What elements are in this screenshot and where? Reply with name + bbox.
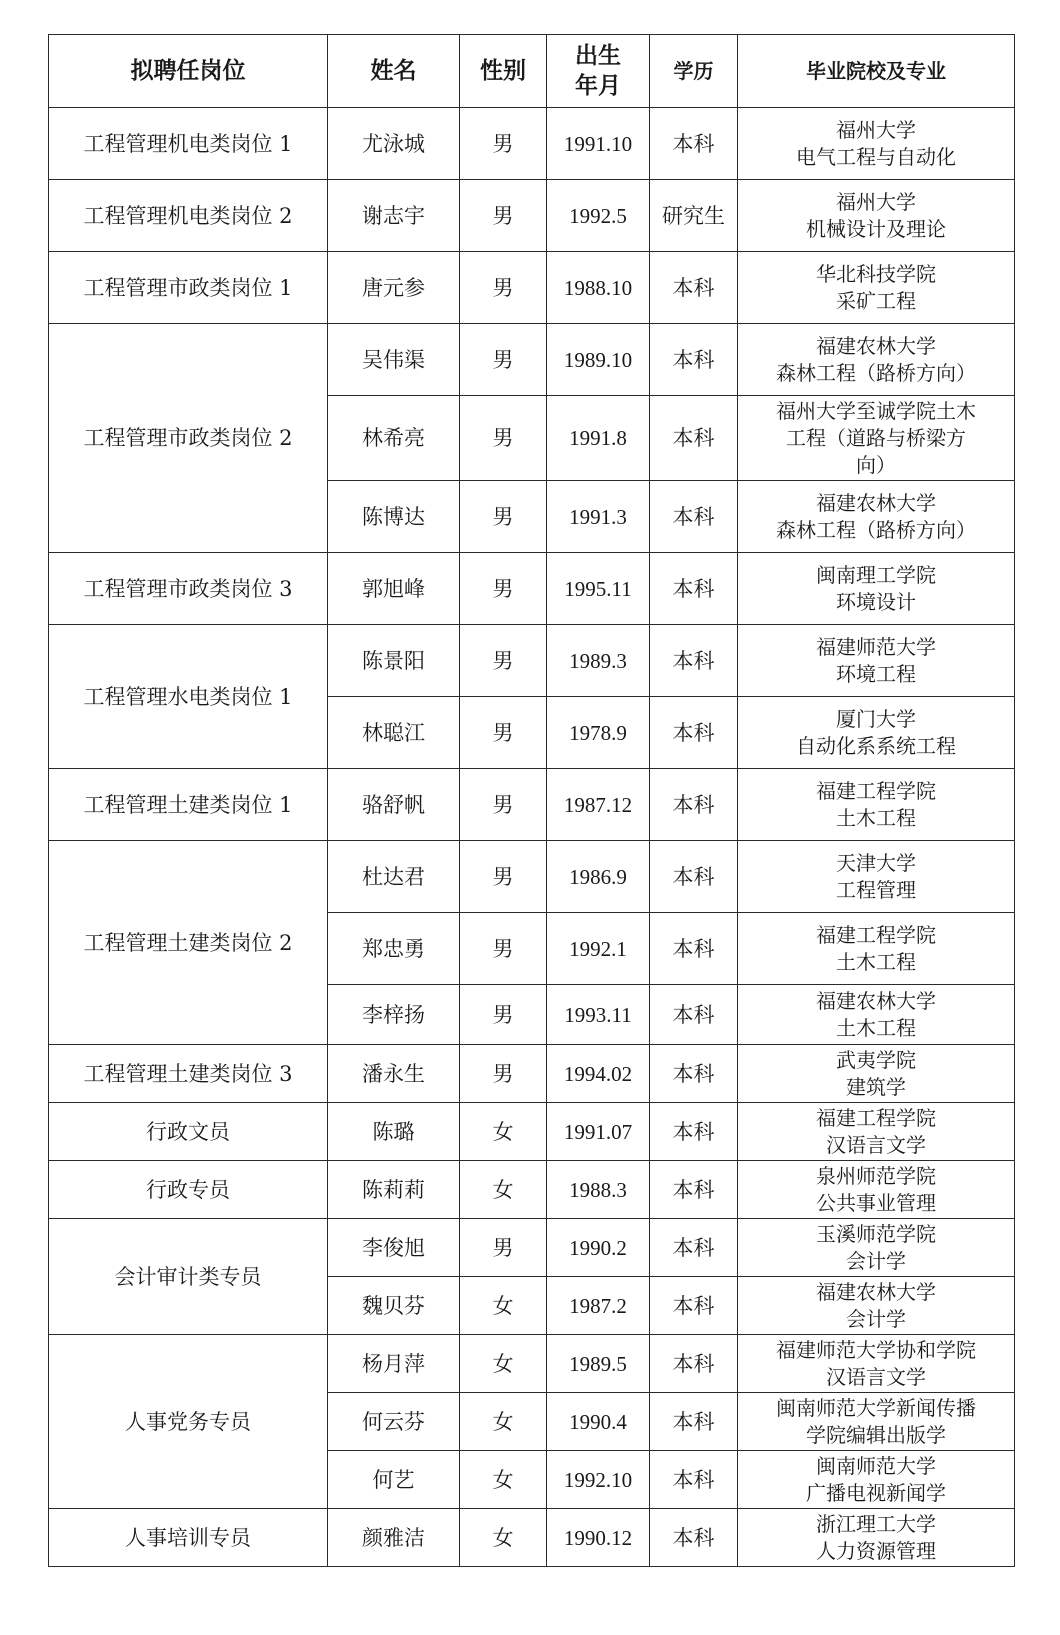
school-cell: [738, 1509, 1015, 1567]
education-cell: 本科: [650, 625, 738, 697]
education-cell: 本科: [650, 913, 738, 985]
school-cell: [738, 1219, 1015, 1277]
school-line: 会计学: [846, 1248, 906, 1273]
gender-cell: 男: [460, 553, 547, 625]
gender-cell: 男: [460, 396, 547, 481]
table-row: [49, 1103, 1015, 1161]
position-cell: 会计审计类专员: [49, 1219, 328, 1335]
header-name: 姓名: [328, 35, 460, 108]
position-cell: 工程管理市政类岗位 3: [49, 553, 328, 625]
school-line: 福建农林大学: [816, 1279, 936, 1304]
school-line: 汉语言文学: [826, 1132, 926, 1157]
header-gender: 性别: [460, 35, 547, 108]
name-cell: 何云芬: [328, 1393, 460, 1451]
birth-cell: 1989.3: [547, 625, 650, 697]
education-cell: 本科: [650, 697, 738, 769]
birth-cell: 1991.07: [547, 1103, 650, 1161]
school-cell: [738, 913, 1015, 985]
school-line: 闽南师范大学: [816, 1453, 936, 1478]
school-line: 建筑学: [846, 1074, 906, 1099]
school-line: 土木工程: [836, 805, 916, 830]
position-cell: 工程管理市政类岗位 1: [49, 252, 328, 324]
school-cell: [738, 1161, 1015, 1219]
school-cell: [738, 769, 1015, 841]
header-position: 拟聘任岗位: [49, 35, 328, 108]
school-line: 福建工程学院: [816, 922, 936, 947]
birth-cell: 1990.12: [547, 1509, 650, 1567]
school-line: 福建工程学院: [816, 778, 936, 803]
header-education: 学历: [650, 35, 738, 108]
school-cell: [738, 396, 1015, 481]
school-line: 华北科技学院: [816, 261, 936, 286]
education-cell: 本科: [650, 1045, 738, 1103]
birth-cell: 1991.3: [547, 481, 650, 553]
school-line: 福建农林大学: [816, 333, 936, 358]
school-line: 向）: [856, 452, 896, 477]
gender-cell: 女: [460, 1393, 547, 1451]
table-row: [49, 769, 1015, 841]
table-row: [49, 108, 1015, 180]
gender-cell: 男: [460, 913, 547, 985]
education-cell: 本科: [650, 1509, 738, 1567]
birth-cell: 1994.02: [547, 1045, 650, 1103]
birth-cell: 1990.2: [547, 1219, 650, 1277]
education-cell: 研究生: [650, 180, 738, 252]
school-line: 采矿工程: [836, 288, 916, 313]
school-cell: [738, 553, 1015, 625]
school-line: 人力资源管理: [816, 1538, 936, 1563]
name-cell: 杜达君: [328, 841, 460, 913]
school-cell: [738, 252, 1015, 324]
name-cell: 魏贝芬: [328, 1277, 460, 1335]
school-cell: [738, 1045, 1015, 1103]
school-line: 泉州师范学院: [816, 1163, 936, 1188]
header-row: [49, 35, 1015, 108]
header-birth: [547, 35, 650, 108]
gender-cell: 女: [460, 1161, 547, 1219]
table-row: [49, 1045, 1015, 1103]
name-cell: 林希亮: [328, 396, 460, 481]
school-line: 会计学: [846, 1306, 906, 1331]
school-cell: [738, 985, 1015, 1045]
birth-cell: 1991.8: [547, 396, 650, 481]
header-birth-line1: 出生: [575, 43, 621, 69]
gender-cell: 男: [460, 1219, 547, 1277]
name-cell: 骆舒帆: [328, 769, 460, 841]
school-line: 福建工程学院: [816, 1105, 936, 1130]
name-cell: 陈景阳: [328, 625, 460, 697]
gender-cell: 男: [460, 985, 547, 1045]
gender-cell: 男: [460, 625, 547, 697]
school-line: 土木工程: [836, 949, 916, 974]
school-line: 天津大学: [836, 850, 916, 875]
name-cell: 林聪江: [328, 697, 460, 769]
gender-cell: 男: [460, 180, 547, 252]
school-line: 福建师范大学: [816, 634, 936, 659]
birth-cell: 1992.10: [547, 1451, 650, 1509]
birth-cell: 1992.5: [547, 180, 650, 252]
name-cell: 陈莉莉: [328, 1161, 460, 1219]
name-cell: 陈博达: [328, 481, 460, 553]
school-line: 厦门大学: [836, 706, 916, 731]
birth-cell: 1987.12: [547, 769, 650, 841]
gender-cell: 女: [460, 1335, 547, 1393]
gender-cell: 男: [460, 697, 547, 769]
position-cell: 人事培训专员: [49, 1509, 328, 1567]
school-line: 浙江理工大学: [816, 1511, 936, 1536]
school-line: 汉语言文学: [826, 1364, 926, 1389]
education-cell: 本科: [650, 481, 738, 553]
gender-cell: 男: [460, 769, 547, 841]
school-line: 闽南师范大学新闻传播: [776, 1395, 976, 1420]
table-row: [49, 252, 1015, 324]
gender-cell: 女: [460, 1103, 547, 1161]
school-line: 福建师范大学协和学院: [776, 1337, 976, 1362]
school-cell: [738, 1335, 1015, 1393]
gender-cell: 男: [460, 108, 547, 180]
birth-cell: 1993.11: [547, 985, 650, 1045]
education-cell: 本科: [650, 1451, 738, 1509]
name-cell: 颜雅洁: [328, 1509, 460, 1567]
table-row: [49, 1335, 1015, 1393]
name-cell: 杨月萍: [328, 1335, 460, 1393]
position-cell: 工程管理水电类岗位 1: [49, 625, 328, 769]
name-cell: 李俊旭: [328, 1219, 460, 1277]
name-cell: 郑忠勇: [328, 913, 460, 985]
name-cell: 李梓扬: [328, 985, 460, 1045]
position-cell: 人事党务专员: [49, 1335, 328, 1509]
gender-cell: 男: [460, 481, 547, 553]
birth-cell: 1986.9: [547, 841, 650, 913]
education-cell: 本科: [650, 324, 738, 396]
school-line: 土木工程: [836, 1015, 916, 1040]
school-line: 闽南理工学院: [816, 562, 936, 587]
school-line: 福州大学: [836, 189, 916, 214]
school-cell: [738, 625, 1015, 697]
name-cell: 潘永生: [328, 1045, 460, 1103]
school-line: 福州大学: [836, 117, 916, 142]
table-row: [49, 553, 1015, 625]
education-cell: 本科: [650, 985, 738, 1045]
position-cell: 工程管理市政类岗位 2: [49, 324, 328, 553]
table-row: [49, 1219, 1015, 1277]
education-cell: 本科: [650, 1161, 738, 1219]
table-row: [49, 180, 1015, 252]
school-cell: [738, 697, 1015, 769]
birth-cell: 1991.10: [547, 108, 650, 180]
education-cell: 本科: [650, 841, 738, 913]
birth-cell: 1988.3: [547, 1161, 650, 1219]
school-line: 工程管理: [836, 877, 916, 902]
school-line: 工程（道路与桥梁方: [786, 425, 966, 450]
school-line: 福建农林大学: [816, 988, 936, 1013]
education-cell: 本科: [650, 1335, 738, 1393]
table-row: [49, 324, 1015, 396]
position-cell: 行政文员: [49, 1103, 328, 1161]
position-cell: 行政专员: [49, 1161, 328, 1219]
name-cell: 吴伟渠: [328, 324, 460, 396]
position-cell: 工程管理机电类岗位 2: [49, 180, 328, 252]
table-body: [49, 108, 1015, 1567]
education-cell: 本科: [650, 108, 738, 180]
gender-cell: 女: [460, 1277, 547, 1335]
education-cell: 本科: [650, 1103, 738, 1161]
gender-cell: 男: [460, 1045, 547, 1103]
school-cell: [738, 1103, 1015, 1161]
school-cell: [738, 841, 1015, 913]
birth-cell: 1978.9: [547, 697, 650, 769]
school-cell: [738, 108, 1015, 180]
name-cell: 唐元参: [328, 252, 460, 324]
name-cell: 郭旭峰: [328, 553, 460, 625]
school-line: 机械设计及理论: [806, 216, 946, 241]
name-cell: 谢志宇: [328, 180, 460, 252]
gender-cell: 女: [460, 1451, 547, 1509]
school-line: 福州大学至诚学院土木: [776, 398, 976, 423]
birth-cell: 1989.5: [547, 1335, 650, 1393]
birth-cell: 1990.4: [547, 1393, 650, 1451]
birth-cell: 1989.10: [547, 324, 650, 396]
school-line: 学院编辑出版学: [806, 1422, 946, 1447]
school-line: 广播电视新闻学: [806, 1480, 946, 1505]
position-cell: 工程管理土建类岗位 3: [49, 1045, 328, 1103]
birth-cell: 1987.2: [547, 1277, 650, 1335]
school-line: 环境工程: [836, 661, 916, 686]
education-cell: 本科: [650, 1393, 738, 1451]
header-birth-line2: 年月: [575, 73, 621, 99]
gender-cell: 女: [460, 1509, 547, 1567]
education-cell: 本科: [650, 396, 738, 481]
education-cell: 本科: [650, 1277, 738, 1335]
table-row: [49, 1509, 1015, 1567]
position-cell: 工程管理土建类岗位 1: [49, 769, 328, 841]
school-line: 自动化系系统工程: [796, 733, 956, 758]
recruitment-table: [48, 34, 1015, 1567]
birth-cell: 1992.1: [547, 913, 650, 985]
school-cell: [738, 324, 1015, 396]
birth-cell: 1988.10: [547, 252, 650, 324]
header-school: 毕业院校及专业: [738, 35, 1015, 108]
table-row: [49, 841, 1015, 913]
gender-cell: 男: [460, 324, 547, 396]
name-cell: 何艺: [328, 1451, 460, 1509]
school-line: 森林工程（路桥方向）: [776, 517, 976, 542]
school-cell: [738, 180, 1015, 252]
school-cell: [738, 1277, 1015, 1335]
school-line: 公共事业管理: [816, 1190, 936, 1215]
name-cell: 陈璐: [328, 1103, 460, 1161]
school-line: 森林工程（路桥方向）: [776, 360, 976, 385]
gender-cell: 男: [460, 252, 547, 324]
education-cell: 本科: [650, 252, 738, 324]
education-cell: 本科: [650, 553, 738, 625]
gender-cell: 男: [460, 841, 547, 913]
school-cell: [738, 1451, 1015, 1509]
school-line: 电气工程与自动化: [796, 144, 956, 169]
name-cell: 尤泳城: [328, 108, 460, 180]
position-cell: 工程管理土建类岗位 2: [49, 841, 328, 1045]
school-line: 武夷学院: [836, 1047, 916, 1072]
table-row: [49, 1161, 1015, 1219]
birth-cell: 1995.11: [547, 553, 650, 625]
education-cell: 本科: [650, 1219, 738, 1277]
school-line: 福建农林大学: [816, 490, 936, 515]
school-cell: [738, 1393, 1015, 1451]
school-line: 环境设计: [836, 589, 916, 614]
education-cell: 本科: [650, 769, 738, 841]
school-line: 玉溪师范学院: [816, 1221, 936, 1246]
position-cell: 工程管理机电类岗位 1: [49, 108, 328, 180]
school-cell: [738, 481, 1015, 553]
table-row: [49, 625, 1015, 697]
